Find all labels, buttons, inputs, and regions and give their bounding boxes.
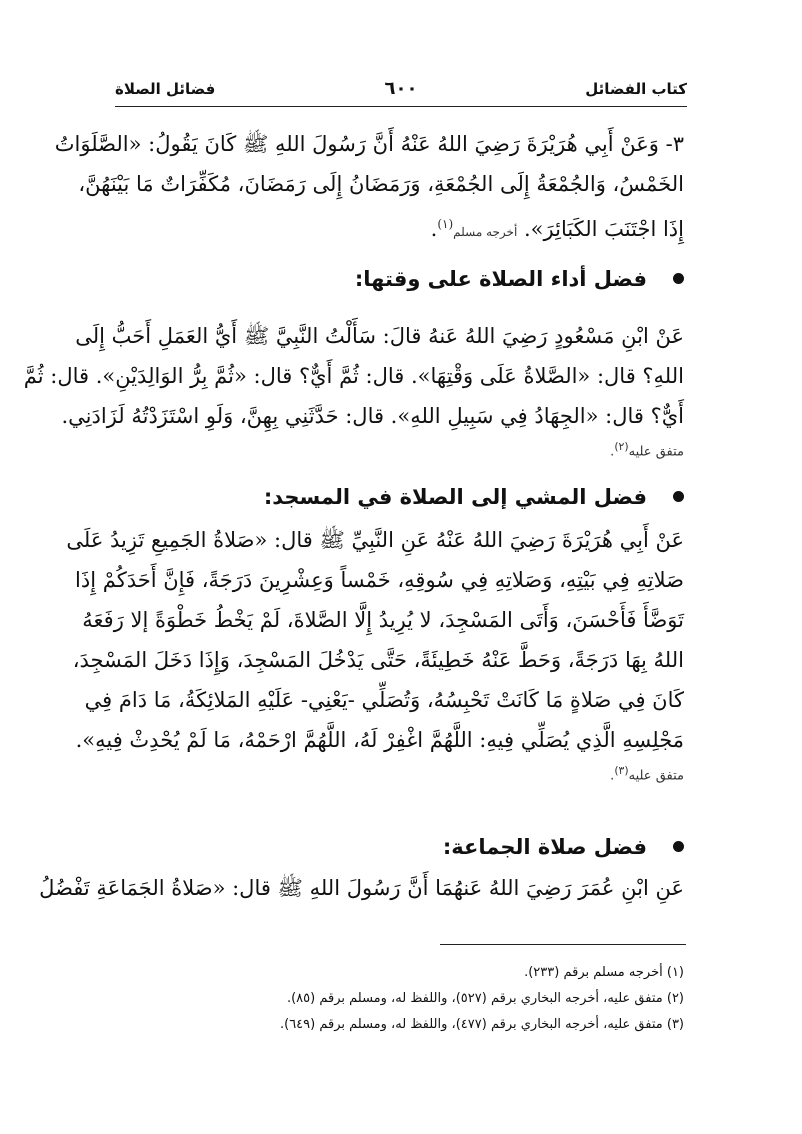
hadith-text: إِذَا اجْتَنَبَ الكَبَائِرَ». bbox=[523, 217, 684, 241]
heading-text: فضل المشي إلى الصلاة في المسجد: bbox=[263, 485, 647, 509]
text-line: مَجْلِسِهِ الَّذِي يُصَلِّي فِيهِ: اللَّهُمَّ اغْفِرْ لَهُ، اللَّهُمَّ ارْحَمْهُ، مَا لَمْ يُحْدِثْ فِيهِ». bbox=[75, 728, 684, 752]
bullet-icon bbox=[673, 491, 684, 502]
text-line: أَيٌّ؟ قال: «الجِهَادُ فِي سَبِيلِ اللهِ». قال: حَدَّثَنِي بِهِنَّ، وَلَوِ اسْتَزَدْتُهُ لَزَادَنِي. bbox=[61, 404, 684, 428]
bullet-icon bbox=[673, 273, 684, 284]
source-line: متفق عليه$^{(٣)}$. bbox=[610, 764, 684, 784]
text-line: صَلاتِهِ فِي بَيْتِهِ، وَصَلاتِهِ فِي سُوقِهِ، خَمْساً وَعِشْرِينَ دَرَجَةً، فَإِنَّ أَحَدَكُمْ إِذَا bbox=[75, 568, 684, 592]
text-line: اللهُ بِهَا دَرَجَةً، وَحَطَّ عَنْهُ خَطِيئَةً، حَتَّى يَدْخُلَ المَسْجِدَ، وَإِذَا دَخَلَ المَسْجِدَ، bbox=[72, 648, 684, 672]
text-line: عَنِ ابْنِ عُمَرَ رَضِيَ اللهُ عَنهُمَا أَنَّ رَسُولَ اللهِ ﷺ قال: «صَلاةُ الجَمَاعَةِ تَفْضُلُ bbox=[39, 876, 684, 900]
hadith-congregation bbox=[39, 868, 684, 908]
source-note: متفق عليه bbox=[628, 768, 684, 784]
page-header bbox=[115, 80, 687, 108]
footnote: (٢) متفق عليه، أخرجه البخاري برقم (٥٢٧)، واللفظ له، ومسلم برقم (٨٥). bbox=[286, 991, 684, 1006]
text-line: عَنْ ابْنِ مَسْعُودٍ رَضِيَ اللهُ عَنهُ قالَ: سَأَلْتُ النَّبِيَّ ﷺ أَيُّ العَمَلِ أَحَبُّ إِلَى bbox=[75, 324, 684, 348]
bullet-icon bbox=[673, 841, 684, 852]
text-line: ٣- وَعَنْ أَبِي هُرَيْرَةَ رَضِيَ اللهُ عَنْهُ أَنَّ رَسُولَ اللهِ ﷺ كَانَ يَقُولُ: «الصَّلَوَاتُ bbox=[54, 132, 684, 156]
footnote: (٣) متفق عليه، أخرجه البخاري برقم (٤٧٧)، واللفظ له، ومسلم برقم (٦٤٩). bbox=[279, 1017, 684, 1032]
footnote-ref: (٢) bbox=[614, 440, 629, 453]
book-title: كتاب الفضائل bbox=[585, 80, 687, 98]
text-line: إِذَا اجْتَنَبَ الكَبَائِرَ». أخرجه مسلم$^{(١)}$. bbox=[430, 217, 684, 241]
source-note: متفق عليه bbox=[628, 444, 684, 460]
source-line: متفق عليه$^{(٢)}$. bbox=[610, 440, 684, 460]
footnote-divider bbox=[440, 944, 686, 945]
hadith-prayer-on-time bbox=[23, 316, 684, 460]
text-line: كَانَ فِي صَلاةٍ مَا كَانَتْ تَحْبِسُهُ، وَتُصَلِّي -يَعْنِي- عَلَيْهِ المَلائِكَةُ، مَا دَامَ فِي bbox=[84, 688, 684, 712]
footnotes bbox=[112, 960, 684, 1038]
section-heading bbox=[112, 830, 684, 864]
page-number: ٦٠٠ bbox=[384, 78, 418, 99]
section-heading bbox=[112, 480, 684, 514]
heading-text: فضل صلاة الجماعة: bbox=[442, 835, 647, 859]
text-line: الخَمْسُ، وَالجُمْعَةُ إِلَى الجُمْعَةِ، وَرَمَضَانُ إِلَى رَمَضَانَ، مُكَفِّرَاتٌ مَا بَيْنَهُنَّ، bbox=[78, 172, 684, 196]
heading-text: فضل أداء الصلاة على وقتها: bbox=[354, 267, 647, 291]
text-line: تَوَضَّأَ فَأَحْسَنَ، وَأَتَى المَسْجِدَ، لا يُرِيدُ إِلَّا الصَّلاةَ، لَمْ يَخْطُ خَطْوَةً إلا رَفَعَهُ bbox=[82, 608, 684, 632]
header-divider bbox=[115, 106, 687, 107]
footnote-ref: (١) bbox=[437, 217, 454, 231]
chapter-title: فضائل الصلاة bbox=[115, 80, 216, 98]
text-line: اللهِ؟ قال: «الصَّلاةُ عَلَى وَقْتِهَا». قال: ثُمَّ أَيٌّ؟ قال: «ثُمَّ بِرُّ الوَالِدَيْنِ». قال: ثُمَّ bbox=[23, 364, 684, 388]
text-line: عَنْ أَبِي هُرَيْرَةَ رَضِيَ اللهُ عَنْهُ عَنِ النَّبِيِّ ﷺ قال: «صَلاةُ الجَمِيعِ تَزِيدُ عَلَى bbox=[66, 528, 684, 552]
footnote-ref: (٣) bbox=[614, 764, 629, 777]
hadith-3 bbox=[54, 124, 684, 244]
hadith-walking-to-mosque bbox=[66, 520, 684, 784]
source-note: أخرجه مسلم bbox=[453, 225, 518, 239]
section-heading bbox=[112, 262, 684, 296]
footnote: (١) أخرجه مسلم برقم (٢٣٣). bbox=[524, 965, 684, 980]
